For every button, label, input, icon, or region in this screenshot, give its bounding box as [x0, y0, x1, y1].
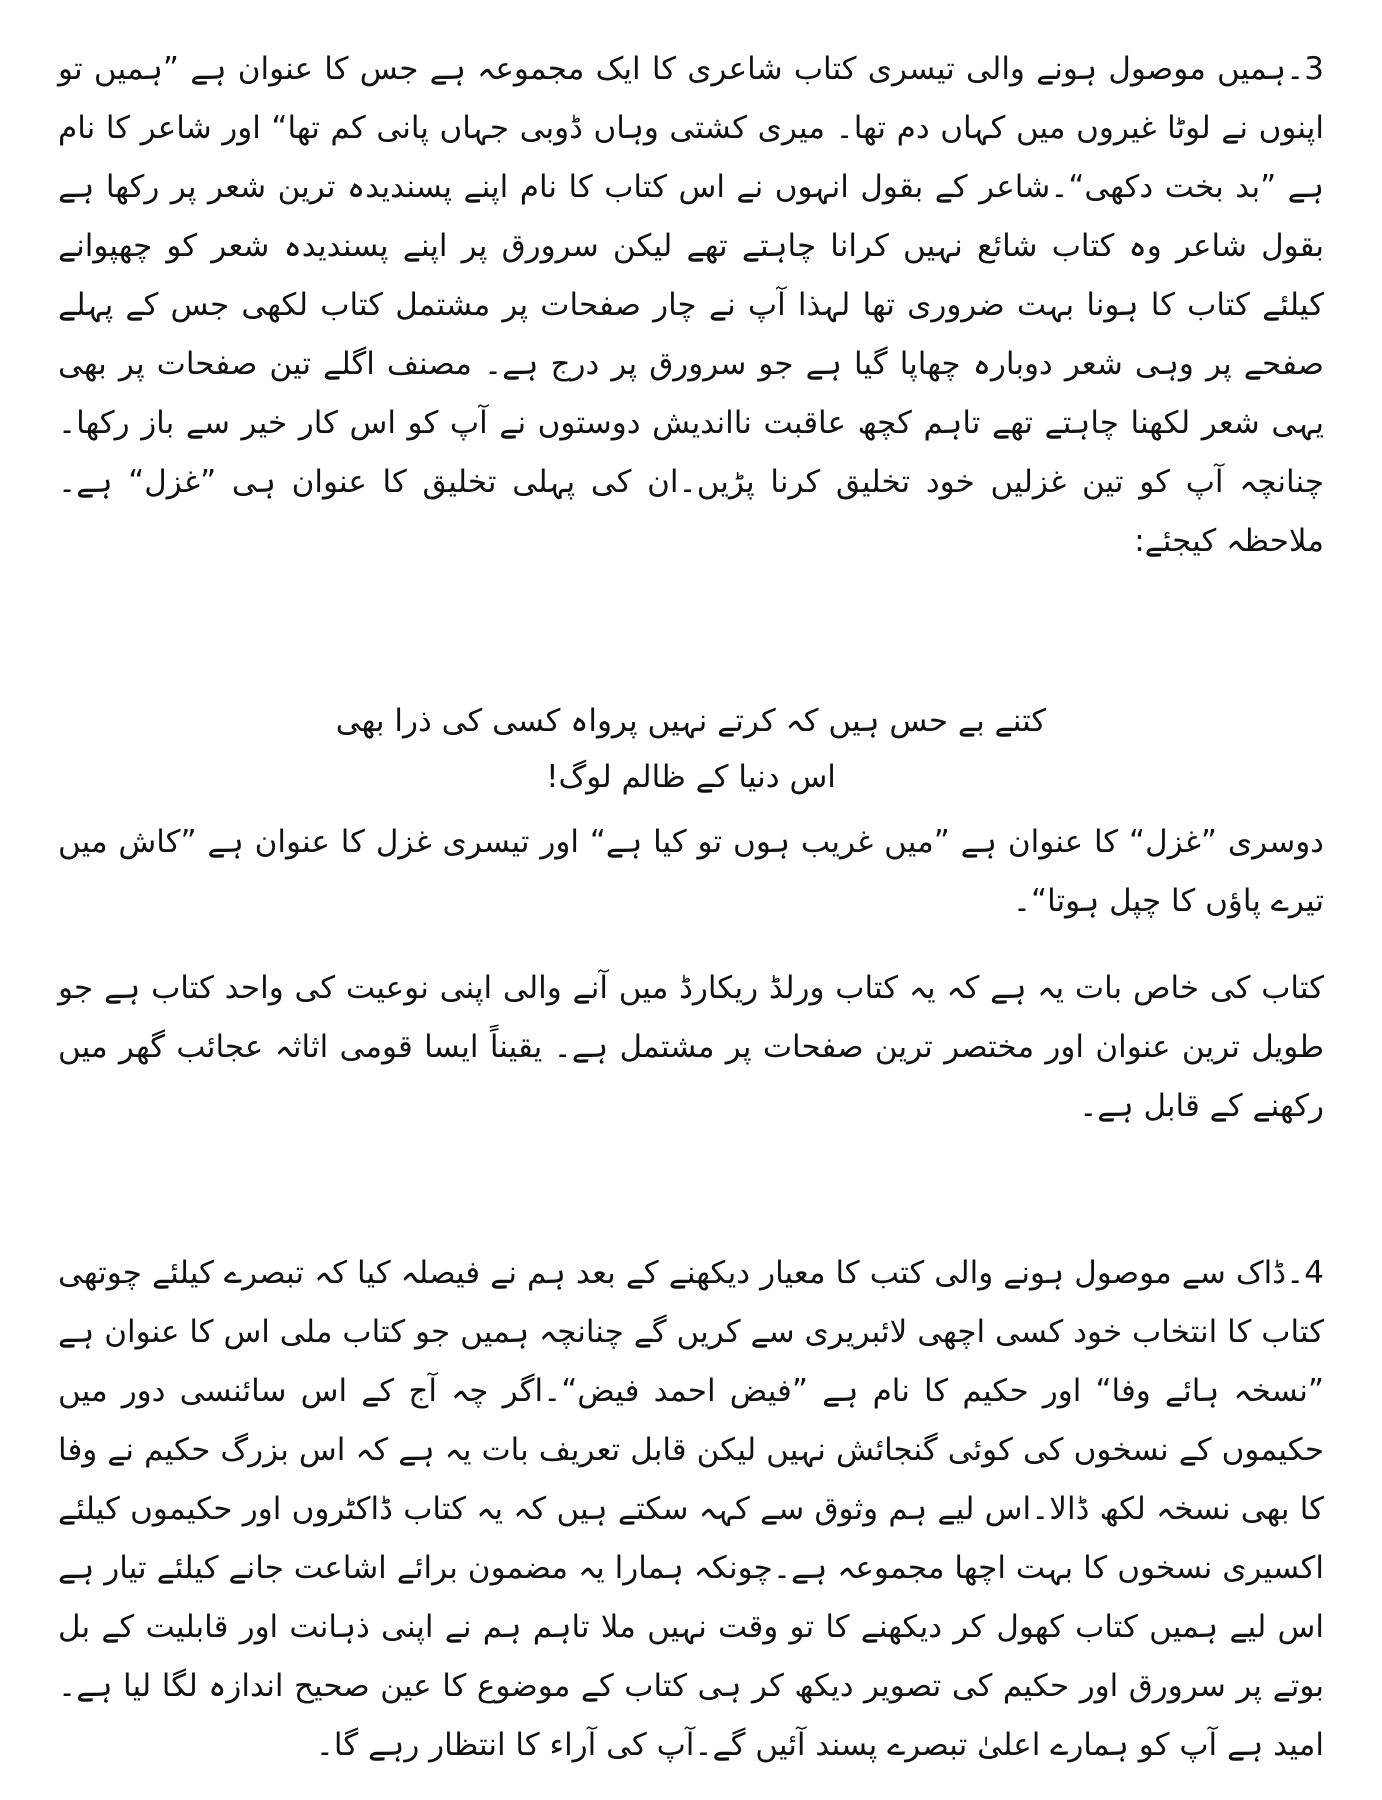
verse-block — [58, 693, 1324, 805]
verse-line-2: اس دنیا کے ظالم لوگ! — [546, 759, 836, 795]
paragraph-other-ghazals: دوسری ”غزل“ کا عنوان ہے ”میں غریب ہوں تو کیا ہے“ اور تیسری غزل کا عنوان ہے ”کاش میں تیرے پاؤں کا چپل ہوتا“۔ — [58, 824, 1324, 919]
paragraph-third-book-review: 3۔ہمیں موصول ہونے والی تیسری کتاب شاعری کا ایک مجموعہ ہے جس کا عنوان ہے ”ہمیں تو اپنوں نے لوٹا غیروں میں کہاں دم تھا۔ میری کشتی وہاں ڈوبی جہاں پانی کم تھا“ اور شاعر کا نام ہے ”بد بخت دکھی“۔شاعر کے بقول انہوں نے اس کتاب کا نام اپنے پسندیدہ ترین شعر پر رکھا ہے بقول شاعر وہ کتاب شائع نہیں کرانا چاہتے تھے لیکن سرورق پر اپنے پسندیدہ شعر کو چھپوانے کیلئے کتاب کا ہونا بہت ضروری تھا لہذا آپ نے چار صفحات پر مشتمل کتاب لکھی جس کے پہلے صفحے پر وہی شعر دوبارہ چھاپا گیا ہے جو سرورق پر درج ہے۔ مصنف اگلے تین صفحات پر بھی یہی شعر لکھنا چاہتے تھے تاہم کچھ عاقبت نااندیش دوستوں نے آپ کو اس کار خیر سے باز رکھا۔ چنانچہ آپ کو تین غزلیں خود تخلیق کرنا پڑیں۔ان کی پہلی تخلیق کا عنوان ہی ”غزل“ ہے۔ملاحظہ کیجئے: — [58, 51, 1324, 559]
paragraph-fourth-book-review: 4۔ڈاک سے موصول ہونے والی کتب کا معیار دیکھنے کے بعد ہم نے فیصلہ کیا کہ تبصرے کیلئے چوتھی کتاب کا انتخاب خود کسی اچھی لائبریری سے کریں گے چنانچہ ہمیں جو کتاب ملی اس کا عنوان ہے ”نسخہ ہائے وفا“ اور حکیم کا نام ہے ”فیض احمد فیض“۔اگر چہ آج کے اس سائنسی دور میں حکیموں کے نسخوں کی کوئی گنجائش نہیں لیکن قابل تعریف بات یہ ہے کہ اس بزرگ حکیم نے وفا کا بھی نسخہ لکھ ڈالا۔اس لیے ہم وثوق سے کہہ سکتے ہیں کہ یہ کتاب ڈاکٹروں اور حکیموں کیلئے اکسیری نسخوں کا بہت اچھا مجموعہ ہے۔چونکہ ہمارا یہ مضمون برائے اشاعت جانے کیلئے تیار ہے اس لیے ہمیں کتاب کھول کر دیکھنے کا تو وقت نہیں ملا تاہم ہم نے اپنی ذہانت اور قابلیت کے بل بوتے پر سرورق اور حکیم کی تصویر دیکھ کر ہی کتاب کے موضوع کا عین صحیح اندازہ لگا لیا ہے۔امید ہے آپ کو ہمارے اعلیٰ تبصرے پسند آئیں گے۔آپ کی آراء کا انتظار رہے گا۔ — [58, 1255, 1324, 1763]
paragraph-book-special: کتاب کی خاص بات یہ ہے کہ یہ کتاب ورلڈ ریکارڈ میں آنے والی اپنی نوعیت کی واحد کتاب ہے جو طویل ترین عنوان اور مختصر ترین صفحات پر مشتمل ہے۔ یقیناً ایسا قومی اثاثہ عجائب گھر میں رکھنے کے قابل ہے۔ — [58, 970, 1324, 1124]
verse-line-1: کتنے بے حس ہیں کہ کرتے نہیں پرواہ کسی کی ذرا بھی — [335, 703, 1047, 739]
